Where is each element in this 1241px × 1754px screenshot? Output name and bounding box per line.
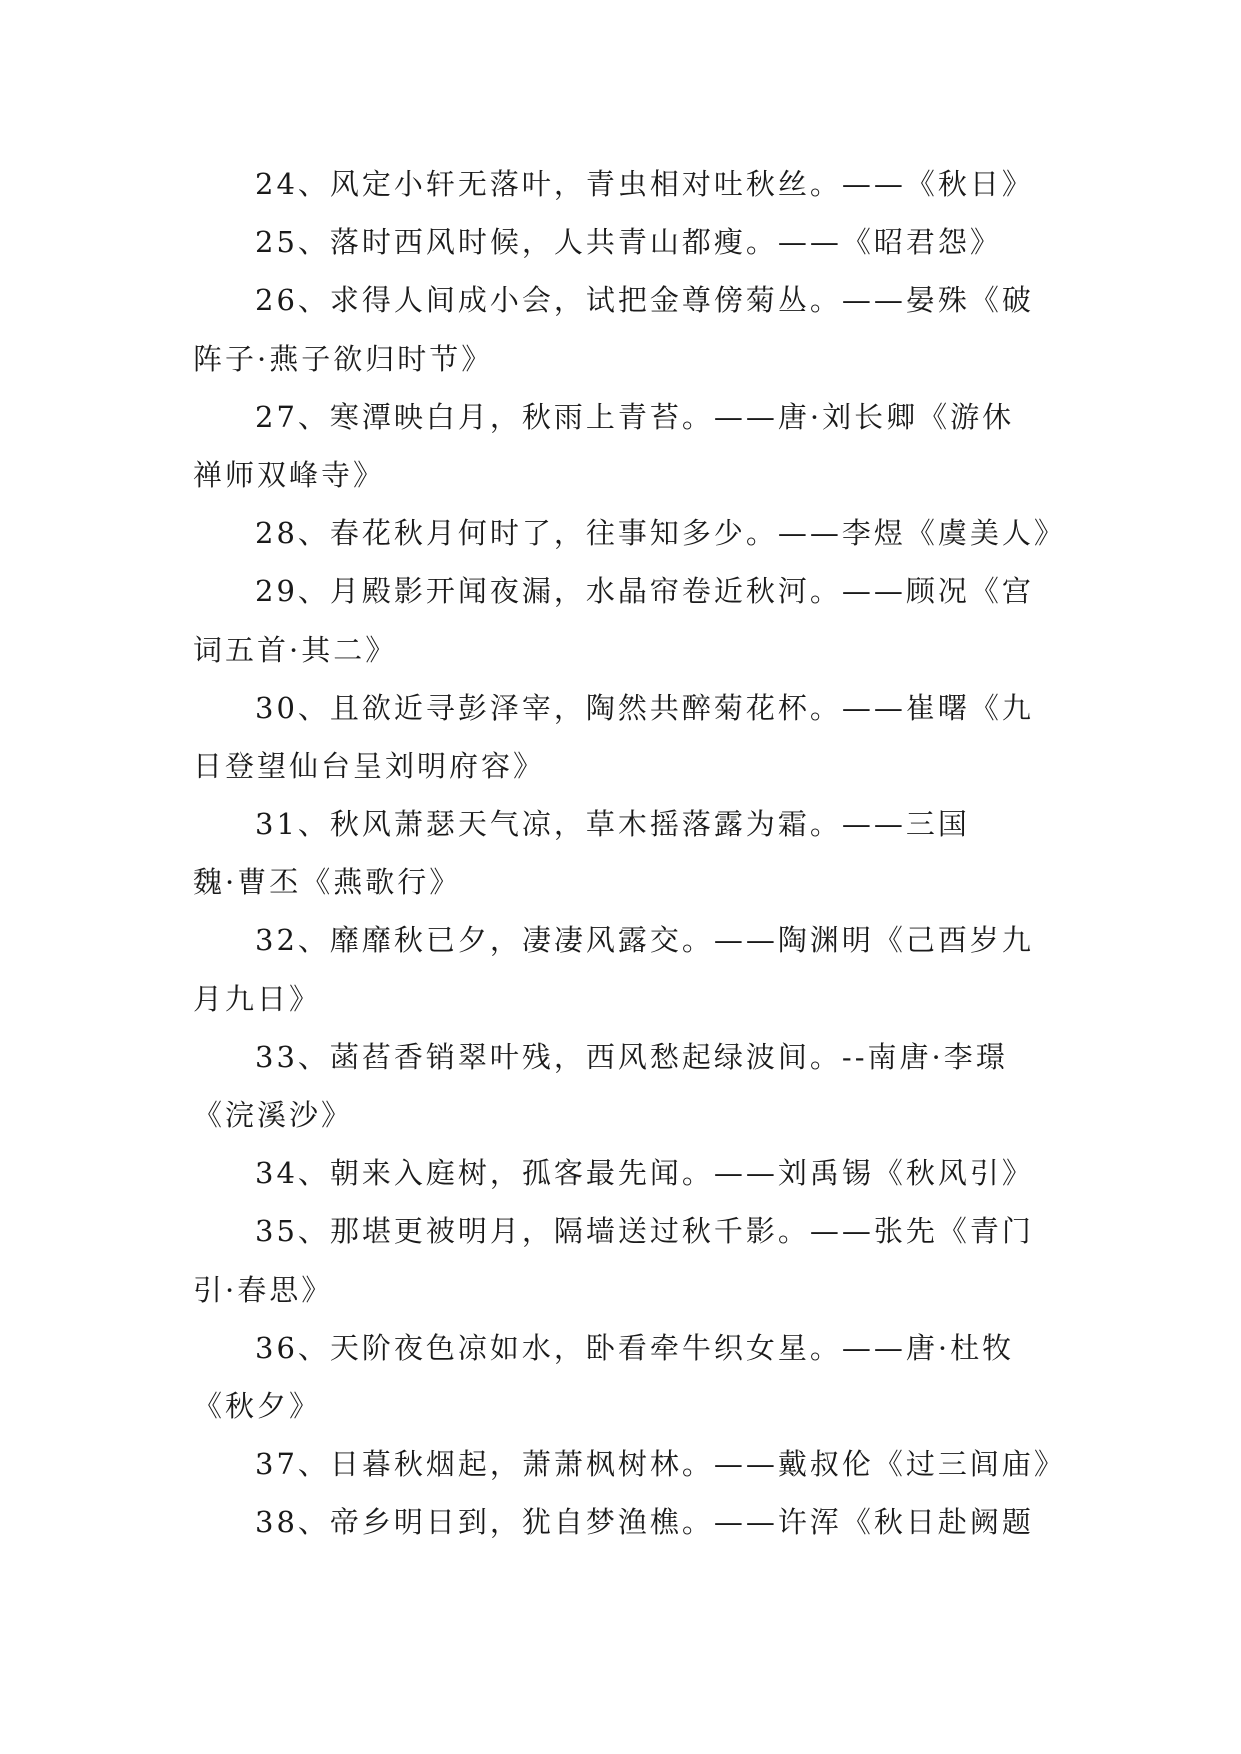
text-line: 27、寒潭映白月，秋雨上青苔。——唐·刘长卿《游休 — [255, 399, 1015, 434]
text-line: 36、天阶夜色凉如水，卧看牵牛织女星。——唐·杜牧 — [255, 1330, 1015, 1365]
text-line: 词五首·其二》 — [193, 632, 398, 667]
text-line: 37、日暮秋烟起，萧萧枫树林。——戴叔伦《过三闾庙》 — [255, 1447, 1066, 1482]
text-line: 魏·曹丕《燕歌行》 — [193, 865, 462, 900]
text-line: 33、菡萏香销翠叶残，西风愁起绿波间。--南唐·李璟 — [255, 1039, 1008, 1074]
text-line: 阵子·燕子欲归时节》 — [193, 341, 494, 376]
text-line: 26、求得人间成小会，试把金尊傍菊丛。——晏殊《破 — [255, 283, 1034, 318]
text-line: 《秋夕》 — [193, 1388, 322, 1423]
text-line: 30、且欲近寻彭泽宰，陶然共醉菊花杯。——崔曙《九 — [255, 690, 1034, 725]
document-body — [193, 155, 1066, 1552]
text-line: 38、帝乡明日到，犹自梦渔樵。——许浑《秋日赴阙题 — [255, 1505, 1034, 1540]
text-line: 25、落时西风时候，人共青山都瘦。——《昭君怨》 — [255, 225, 1002, 260]
text-line: 《浣溪沙》 — [193, 1098, 354, 1132]
text-line: 禅师双峰寺》 — [193, 457, 386, 492]
text-line: 引·春思》 — [193, 1272, 334, 1307]
text-line: 日登望仙台呈刘明府容》 — [193, 748, 546, 783]
text-line: 28、春花秋月何时了，往事知多少。——李煜《虞美人》 — [255, 516, 1066, 551]
text-line: 24、风定小轩无落叶，青虫相对吐秋丝。——《秋日》 — [255, 167, 1034, 201]
text-line: 32、靡靡秋已夕，凄凄风露交。——陶渊明《己酉岁九 — [255, 923, 1034, 958]
text-line: 月九日》 — [193, 981, 322, 1016]
text-line: 35、那堪更被明月，隔墙送过秋千影。——张先《青门 — [255, 1214, 1034, 1249]
text-line: 29、月殿影开闻夜漏，水晶帘卷近秋河。——顾况《宫 — [255, 574, 1034, 609]
text-line: 34、朝来入庭树，孤客最先闻。——刘禹锡《秋风引》 — [255, 1156, 1034, 1191]
text-line: 31、秋风萧瑟天气凉，草木摇落露为霜。——三国 — [255, 807, 970, 842]
